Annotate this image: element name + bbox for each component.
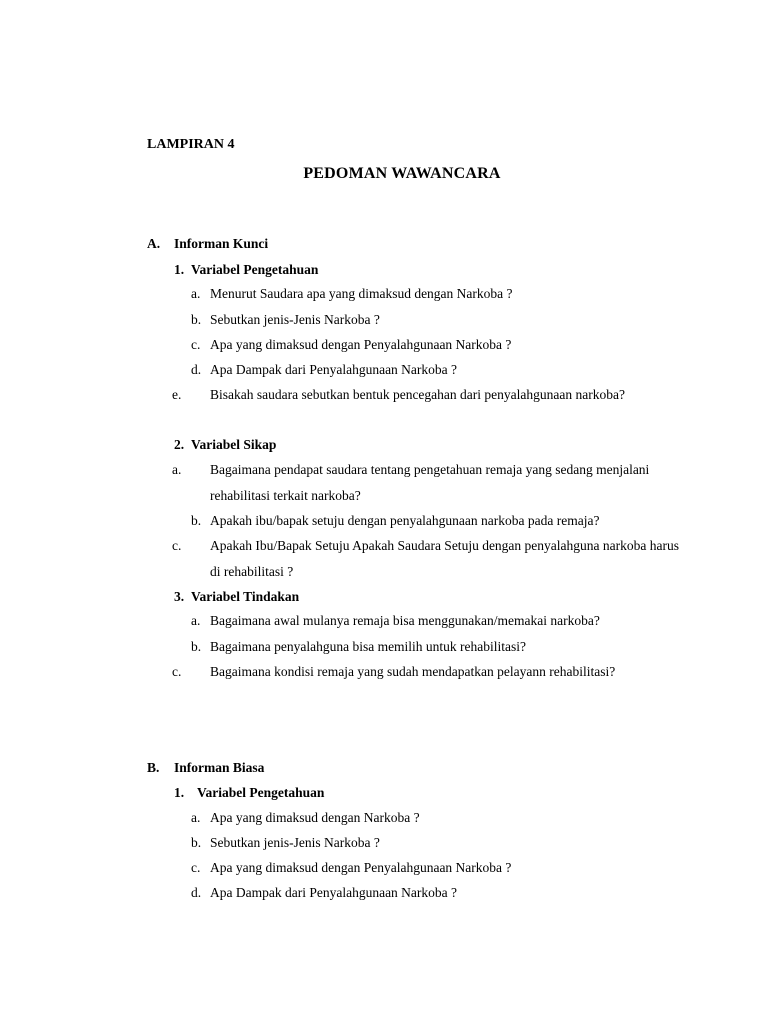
list-item: [172, 457, 680, 508]
list-item: [191, 880, 671, 906]
group-number: 3.: [174, 589, 185, 604]
item-text: Sebutkan jenis-Jenis Narkoba ?: [210, 835, 380, 850]
item-text: Bagaimana penyalahguna bisa memilih untuk rehabilitasi?: [210, 639, 527, 654]
list-item: [172, 659, 640, 685]
section-a-heading: [147, 236, 268, 252]
list-item: [172, 533, 680, 584]
item-text: Apa Dampak dari Penyalahgunaan Narkoba ?: [210, 885, 458, 900]
section-title: Informan Kunci: [174, 236, 269, 251]
page-title: PEDOMAN WAWANCARA: [303, 165, 501, 182]
item-marker: c.: [191, 337, 201, 352]
item-marker: a.: [191, 810, 201, 825]
item-text: Apa yang dimaksud dengan Narkoba ?: [210, 810, 420, 825]
item-marker: b.: [191, 513, 202, 528]
list-item: [191, 608, 691, 634]
list-item: [191, 805, 671, 831]
item-text: Bisakah saudara sebutkan bentuk pencegahan dari penyalahgunaan narkoba?: [210, 387, 625, 402]
group-number: 1.: [174, 262, 185, 277]
item-text: Bagaimana awal mulanya remaja bisa menggunakan/memakai narkoba?: [210, 613, 600, 628]
item-marker: a.: [191, 613, 201, 628]
item-marker: b.: [191, 312, 202, 327]
list-item: [191, 830, 671, 856]
item-text: Apakah ibu/bapak setuju dengan penyalahgunaan narkoba pada remaja?: [210, 513, 600, 528]
item-text: Apa yang dimaksud dengan Penyalahgunaan Narkoba ?: [210, 337, 512, 352]
item-marker: b.: [191, 835, 202, 850]
item-text: Bagaimana pendapat saudara tentang pengetahuan remaja yang sedang menjalani rehabilitasi terkait narkoba?: [210, 462, 650, 503]
group-number: 1.: [174, 785, 185, 800]
item-marker: d.: [191, 362, 202, 377]
list-item: [191, 508, 691, 534]
group-number: 2.: [174, 437, 185, 452]
list-item: [191, 307, 671, 333]
item-text: Bagaimana kondisi remaja yang sudah mendapatkan pelayann rehabilitasi?: [210, 664, 616, 679]
group-title: Variabel Sikap: [191, 437, 277, 452]
item-marker: c.: [172, 538, 182, 553]
item-text: Sebutkan jenis-Jenis Narkoba ?: [210, 312, 380, 327]
item-marker: c.: [191, 860, 201, 875]
list-item: [191, 357, 671, 383]
item-marker: a.: [191, 286, 201, 301]
group-heading: [174, 437, 276, 453]
group-heading: [174, 589, 299, 605]
item-marker: d.: [191, 885, 202, 900]
list-item: [191, 634, 671, 660]
group-title: Variabel Pengetahuan: [197, 785, 325, 800]
section-letter: B.: [147, 760, 160, 775]
section-b-heading: [147, 760, 264, 776]
item-text: Apa Dampak dari Penyalahgunaan Narkoba ?: [210, 362, 458, 377]
item-text: Menurut Saudara apa yang dimaksud dengan Narkoba ?: [210, 286, 513, 301]
group-heading: [174, 262, 318, 278]
list-item: [191, 332, 671, 358]
group-heading: [174, 785, 324, 801]
item-marker: c.: [172, 664, 182, 679]
list-item: [172, 382, 655, 408]
appendix-label: LAMPIRAN 4: [147, 137, 235, 152]
section-letter: A.: [147, 236, 161, 251]
section-title: Informan Biasa: [174, 760, 265, 775]
list-item: [191, 281, 671, 307]
item-text: Apakah Ibu/Bapak Setuju Apakah Saudara Setuju dengan penyalahguna narkoba harus di rehabilitasi ?: [210, 538, 679, 579]
group-title: Variabel Pengetahuan: [191, 262, 319, 277]
list-item: [191, 855, 671, 881]
item-marker: e.: [172, 387, 182, 402]
item-marker: a.: [172, 462, 182, 477]
group-title: Variabel Tindakan: [191, 589, 300, 604]
item-marker: b.: [191, 639, 202, 654]
item-text: Apa yang dimaksud dengan Penyalahgunaan Narkoba ?: [210, 860, 512, 875]
